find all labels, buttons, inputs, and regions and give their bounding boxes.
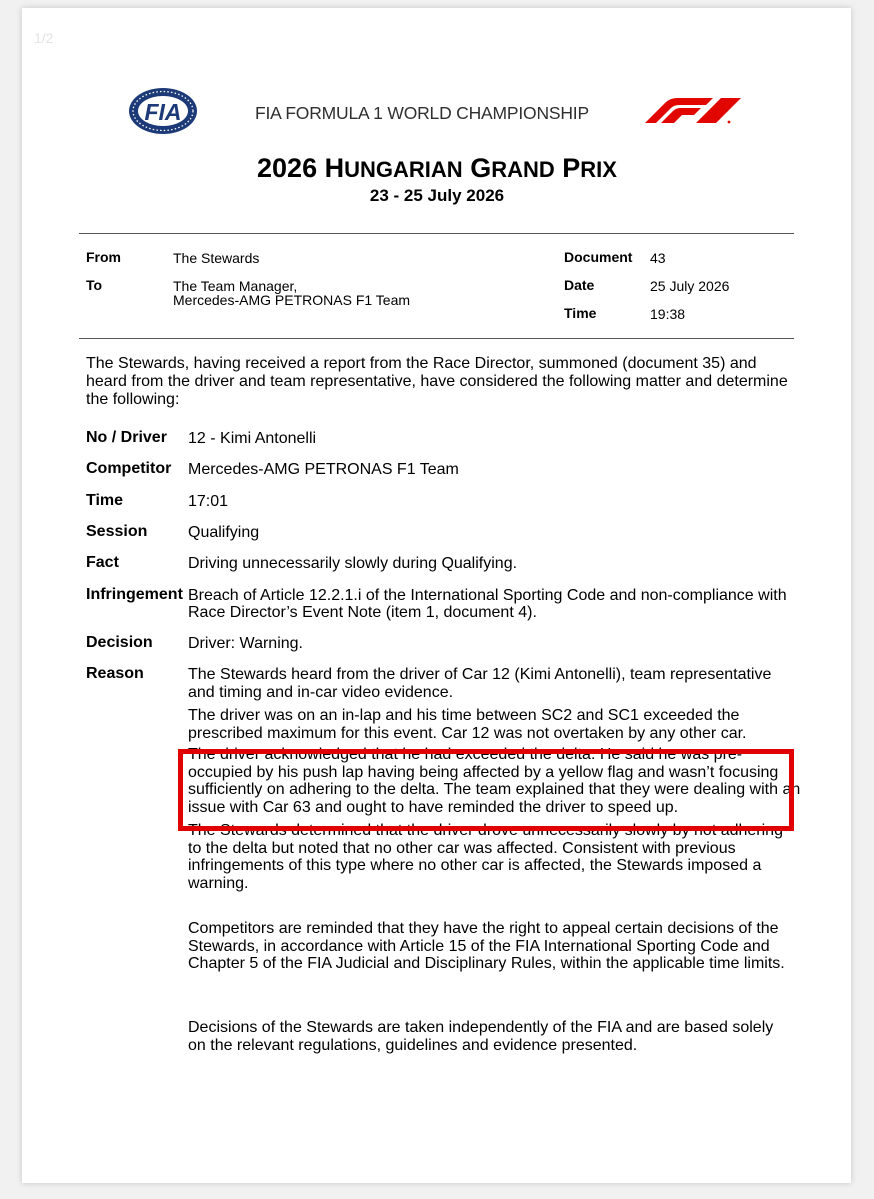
reason-p2-line: prescribed maximum for this event. Car 12 was not overtaken by any other car. <box>188 724 747 742</box>
fact-value: Driving unnecessarily slowly during Qualifying. <box>188 555 518 572</box>
time-detail-value: 17:01 <box>188 493 229 510</box>
page-indicator: 1/2 <box>34 30 54 46</box>
reason-p4-line: to the delta but noted that no other car was affected. Consistent with previous <box>188 839 736 857</box>
appeal-line: Competitors are reminded that they have the right to appeal certain decisions of the <box>188 920 779 937</box>
session-value: Qualifying <box>188 524 260 541</box>
intro-line-3: the following: <box>86 391 180 408</box>
event-title <box>0 153 874 184</box>
decision-value: Driver: Warning. <box>188 635 303 652</box>
to-value-line1: The Team Manager, <box>173 278 298 294</box>
divider-bottom <box>79 338 794 339</box>
infringement-line-1: Breach of Article 12.2.1.i of the International Sporting Code and non-compliance with <box>188 587 787 604</box>
to-label: To <box>86 277 103 293</box>
reason-p4-line: The Stewards determined that the driver drove unnecessarily slowly by not adhering <box>188 822 783 839</box>
date-value: 25 July 2026 <box>650 278 730 294</box>
divider-top <box>79 233 794 234</box>
appeal-line: Chapter 5 of the FIA Judicial and Disciplinary Rules, within the applicable time limits. <box>188 955 785 972</box>
document-label: Document <box>564 249 633 265</box>
competitor-label: Competitor <box>86 460 172 477</box>
time-label: Time <box>564 305 597 321</box>
no-driver-label: No / Driver <box>86 429 167 446</box>
time-value: 19:38 <box>650 306 686 322</box>
event-title-text: 2026 HUNGARIAN GRAND PRIX <box>257 153 617 183</box>
infringement-label: Infringement <box>86 586 183 603</box>
highlight-box <box>178 749 794 831</box>
intro-line-2: heard from the driver and team representative, have considered the following matter and determine <box>86 373 788 390</box>
appeal-line: Stewards, in accordance with Article 15 of the FIA International Sporting Code and <box>188 937 770 955</box>
reason-p1-line: and timing and in-car video evidence. <box>188 683 454 701</box>
reason-paragraph-4 <box>188 822 783 892</box>
date-label: Date <box>564 277 595 293</box>
reason-p3-line: The driver acknowledged that he had exceeded the delta. He said he was pre- <box>188 746 743 763</box>
reason-p4-line: warning. <box>188 874 249 892</box>
from-label: From <box>86 249 121 265</box>
fact-label: Fact <box>86 554 119 571</box>
reason-p1-line: The Stewards heard from the driver of Car 12 (Kimi Antonelli), team representative <box>188 666 772 683</box>
time-detail-label: Time <box>86 492 124 509</box>
no-driver-value: 12 - Kimi Antonelli <box>188 430 317 447</box>
session-label: Session <box>86 523 148 540</box>
reason-p3-line: issue with Car 63 and ought to have reminded the driver to speed up. <box>188 798 679 816</box>
independence-line: on the relevant regulations, guidelines and evidence presented. <box>188 1036 638 1054</box>
fia-logo-icon <box>127 86 199 136</box>
event-dates: 23 - 25 July 2026 <box>369 186 505 205</box>
to-value-line2: Mercedes-AMG PETRONAS F1 Team <box>173 292 411 308</box>
reason-p4-line: infringements of this type where no other car is affected, the Stewards imposed a <box>188 857 762 874</box>
decision-label: Decision <box>86 634 153 651</box>
from-value: The Stewards <box>173 250 260 266</box>
fia-logo-text: FIA <box>144 99 182 125</box>
independence-paragraph <box>188 1019 773 1054</box>
reason-p2-line: The driver was on an in-lap and his time between SC2 and SC1 exceeded the <box>188 707 740 724</box>
competitor-value: Mercedes-AMG PETRONAS F1 Team <box>188 461 459 478</box>
reason-p3-line: sufficiently on adhering to the delta. The team explained that they were dealing with an <box>188 781 801 798</box>
f1-logo-icon <box>643 97 743 124</box>
reason-p3-line: occupied by his push lap having being affected by a yellow flag and wasn’t focusing <box>188 763 779 781</box>
reason-paragraph-1 <box>188 666 771 701</box>
independence-line: Decisions of the Stewards are taken independently of the FIA and are based solely <box>188 1019 774 1036</box>
reason-paragraph-2 <box>188 707 746 742</box>
infringement-line-2: Race Director’s Event Note (item 1, document 4). <box>188 604 537 621</box>
championship-title: FIA FORMULA 1 WORLD CHAMPIONSHIP <box>255 103 589 123</box>
intro-line-1: The Stewards, having received a report from the Race Director, summoned (document 35) and <box>86 355 757 372</box>
reason-label: Reason <box>86 665 144 682</box>
appeal-paragraph <box>188 920 785 973</box>
document-value: 43 <box>650 250 666 266</box>
